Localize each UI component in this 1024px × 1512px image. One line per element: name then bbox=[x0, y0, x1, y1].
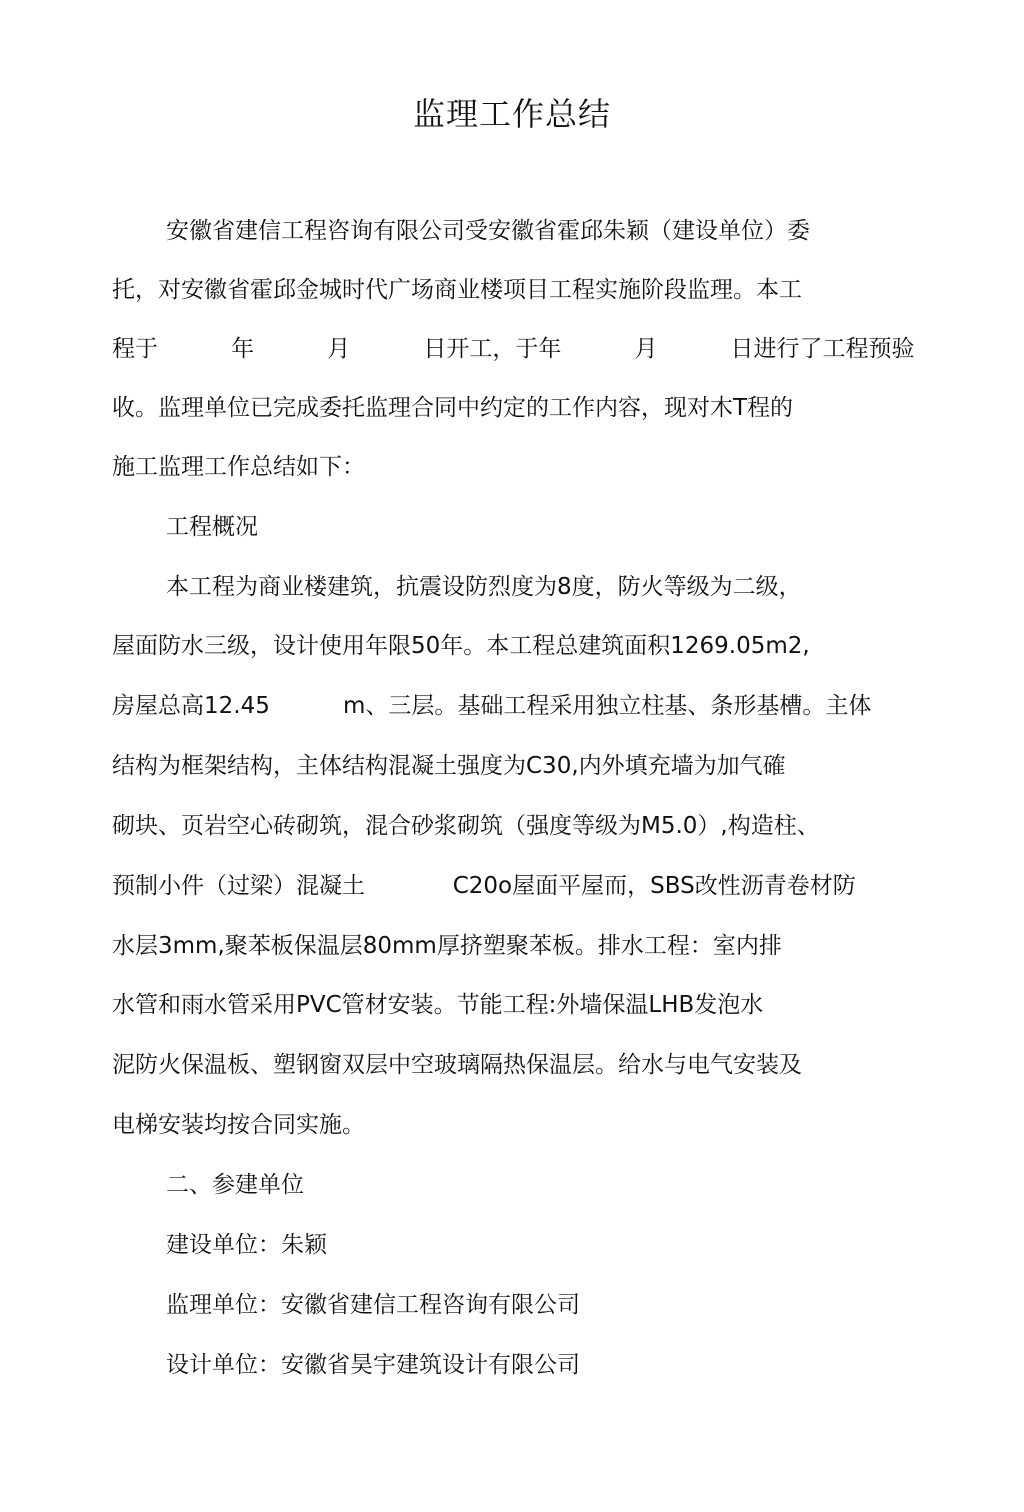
overview-line-6: 预制小件（过梁）混凝土 C20o屋面平屋而，SBS改性沥青卷材防 bbox=[112, 873, 856, 899]
overview-line-5: 砌块、页岩空心砖砌筑，混合砂浆砌筑（强度等级为M5.0）,构造柱、 bbox=[112, 813, 820, 839]
section-heading-parties: 二、参建单位 bbox=[166, 1172, 304, 1198]
overview-line-4: 结构为框架结构，主体结构混凝土强度为C30,内外填充墙为加气確 bbox=[112, 753, 786, 779]
overview-line-8: 水管和雨水管采用PVC管材安装。节能工程:外墙保温LHB发泡水 bbox=[112, 992, 764, 1018]
intro-line-4: 收。监理单位已完成委托监理合同中约定的工作内容，现对木T程的 bbox=[112, 395, 794, 421]
overview-line-7: 水层3mm,聚苯板保温层80mm厚挤塑聚苯板。排水工程：室内排 bbox=[112, 933, 782, 959]
party-item-construction: 建设单位：朱颖 bbox=[166, 1232, 327, 1258]
overview-line-1: 本工程为商业楼建筑，抗震设防烈度为8度，防火等级为二级， bbox=[166, 574, 802, 600]
intro-line-2: 托，对安徽省霍邱金城时代广场商业楼项目工程实施阶段监理。本工 bbox=[112, 277, 802, 303]
intro-line-5: 施工监理工作总结如下： bbox=[112, 454, 365, 480]
overview-line-9: 泥防火保温板、塑钢窗双层中空玻璃隔热保温层。给水与电气安装及 bbox=[112, 1052, 802, 1078]
overview-line-10: 电梯安装均按合同实施。 bbox=[112, 1112, 365, 1138]
intro-line-1: 安徽省建信工程咨询有限公司受安徽省霍邱朱颖（建设单位）委 bbox=[166, 218, 810, 244]
section-heading-overview: 工程概况 bbox=[166, 514, 258, 540]
overview-line-3: 房屋总高12.45 m、三层。基础工程采用独立柱基、条形基槽。主体 bbox=[112, 693, 872, 719]
overview-line-2: 屋面防水三级，设计使用年限50年。本工程总建筑面积1269.05m2, bbox=[112, 633, 810, 659]
intro-line-3: 程于 年 月 日开工，于年 月 日进行了工程预验 bbox=[112, 336, 915, 362]
party-item-design: 设计单位：安徽省昊宇建筑设计有限公司 bbox=[166, 1352, 580, 1378]
party-item-supervision: 监理单位：安徽省建信工程咨询有限公司 bbox=[166, 1292, 580, 1318]
document-title: 监理工作总结 bbox=[412, 95, 611, 133]
